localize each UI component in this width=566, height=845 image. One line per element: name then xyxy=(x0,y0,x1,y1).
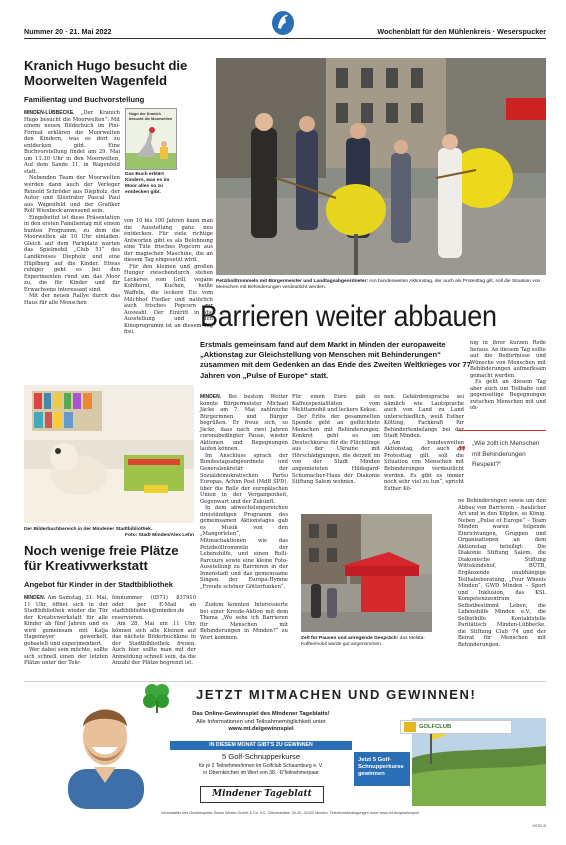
paragraph-text: nig in ihrer kurzen Rede heraus. An diesem Tag sollte auf die Bedürfnisse und Wünsche von Menschen mit Behinderungen aufmerksam gemacht werden. xyxy=(470,340,546,379)
barrieren-column-1 xyxy=(200,394,288,590)
kranich-illustration-icon xyxy=(126,123,177,170)
aktionstag-photo xyxy=(216,58,546,275)
quote-box xyxy=(458,430,546,494)
aktionstag-photo-caption: Petzibolltrommeln mit Bürgermeister und Landtagsabgeordneter: Am bundesweiten Aktionstag, der auch als Protesttag gilt, soll die Situation von Menschen mit Behinderungen verdeutlicht werden. xyxy=(216,279,541,290)
header-rule xyxy=(24,38,546,39)
paragraph-text: Für den kleinen und großen Hunger zwischendurch stehen Leckeres vom Grill, vegane Kohlhorst, Kuchen, heiße Waffeln, die leckere Eis vom Milchhof Fiedler und natürlich auch frisches Popcorn zur Auswahl. Der Eintritt in die Ausstellung und den Kinoprogramm ist an diesem Tag frei. xyxy=(124,263,213,336)
paragraph xyxy=(24,110,120,175)
paragraph-text: „Am bundesweiten Aktionstag, der auch als Protesttag gilt, soll die Situation von Menschen mit Behinderungen verdeutlicht werden. Es gibt es immer noch sehr viel zu tun“, spricht Esther Kö- xyxy=(384,439,464,492)
paragraph-text: Wer dabei sein möchte, sollte sich schnell einen der letzten Plätze unter der Tele- xyxy=(24,647,108,667)
ad-title: JETZT MITMACHEN UND GEWINNEN! xyxy=(196,687,477,702)
paragraph-text: Es geht an diesem Tag aber auch um Teilhabe und gegenseitige Begegnungen zwischen Menschen mit und oh- xyxy=(470,379,546,412)
paragraph xyxy=(384,440,464,492)
golf-badge: Jetzt 5 Golf- Schnupperkurse gewinnen xyxy=(354,752,410,786)
dateline: MINDEN. xyxy=(200,394,222,400)
paragraph xyxy=(24,595,108,647)
paragraph xyxy=(458,498,546,649)
book-caption: Das Buch erklärt Kindern, was es im Moor alles so zu entdecken gibt. xyxy=(125,172,170,195)
kranich-column-1 xyxy=(24,110,120,306)
bibliothek-caption: Der Bilderbuchbereich in der Mindener Stadtbibliothek. xyxy=(24,527,153,532)
barrieren-column-4 xyxy=(470,340,546,412)
barrieren-headline: Barrieren weiter abbauen xyxy=(200,300,497,333)
dateline: MINDEN. xyxy=(24,595,46,601)
kranich-subhead: Familientag und Buchvorstellung xyxy=(24,95,145,104)
barrieren-column-2 xyxy=(292,394,380,486)
ad-month-banner: IN DIESEM MONAT GIBT'S ZU GEWINNEN xyxy=(170,741,352,750)
paragraph xyxy=(200,394,288,453)
kaffeemobil-caption: Zelt für Pausen und anregende Gespräch: das Melitta-Kaffeemobil wurde gut angenommen. xyxy=(301,636,425,647)
golfclub-flag-icon xyxy=(404,722,416,732)
barrieren-column-4-bottom xyxy=(458,498,546,649)
ad-footer: Veranstalter des Gewinnspiels: Bruns Werbe-GmbH & Co. KG, Obermarktstr. 26-30, 32423 Minden. Teilnahmebedingungen unter www.mt.de/gewinnspiel xyxy=(160,811,420,815)
bibliothek-photo xyxy=(24,385,194,523)
bibliothek-photo-credit: Foto: Stadt Minden/Alex Lehn xyxy=(124,533,194,538)
quote-mark-icon: „ xyxy=(458,435,466,452)
paragraph xyxy=(24,647,108,667)
clover-icon xyxy=(140,681,174,713)
paragraph-text: Für einen Euro gab es Kaffeespezialitäten vom Melittamobil und leckere Kekse. xyxy=(292,394,380,414)
paragraph xyxy=(24,215,120,294)
paragraph-text: Am Samstag, 31. Mai, 11 Uhr, öffnet sich in der Stadtbibliothek wieder die Tür der Kreativwerkstatt für alle Kinder ab fünf Jahren und es wird gemeinsam mit Katja Hagemeyer gewerkelt, gebastelt und experimentiert. xyxy=(24,595,108,647)
paragraph-text: In dem abwechslungsreichen dreistündigen Programm des gemeinsamen Aktionstages gab es Musik von den „Mangoristen“, Mitmachaktionen wie das Petzibolltrommeln der Lebenshilfe, und einen Rolli-Parcours sowie eine kleine Foto-Ausstellung zu Barrieren in der Innenstadt und das gemeinsame Singen der Europa-Hymne „Freude schöner Götterfunken“. xyxy=(200,505,288,590)
book-cover-image: Hugo der Kranich besucht die Moorwelten xyxy=(125,108,177,170)
paragraph-text: ne Behinderungen sowie um den Abbau von Barrieren – baulicher Art und in den Köpfen, so König. Neben „Pulse of Europe“ – Team Minden waren folgende Einrichtungen, Gruppen und Organisationen an dem Aktionstag beteiligt: Die Diakonie Stiftung Salem, die Diakonische Stiftung Wittekindshof, BÜTB, Ergänzende unabhängige Teilhabeberatung, „Four Wheels Minden“, GWD Minden – Sport und Inklusion, das KSL Kompetenzzentrum Selbstbestimmt Leben, die Lebenshilfe Minden e.V., die Selbsthilfe Kontaktstelle Paritätisch Minden-Lübbecke, die Stiftung Club 74 und der Beirat für Menschen mit Behinderungen. xyxy=(458,498,546,649)
paragraph-text: Im Anschluss sprach der Bundestagsabgeordnete und Generalsekretär der Sozialdemokratischen Partei Europas, Achim Post (MdB SPD), über die Rolle der europäischen Union in der Vergangenheit, Gegenwart und der Zukunft. xyxy=(200,452,288,505)
weserspucker-logo-icon xyxy=(271,8,295,36)
paragraph-text: Zudem konnten Interessierte bei einer Kreide-Aktion mit dem Thema „Wo sehe ich Barrieren für Menschen mit Behinderungen in Minden?“ zu Wort kommen. xyxy=(200,602,288,641)
paragraph xyxy=(112,621,196,667)
paragraph xyxy=(24,175,120,214)
paragraph-text: Mit der neuen Rallye durch das Haus für alle Menschen xyxy=(24,293,120,306)
golfclub-logo: GOLFCLUB xyxy=(400,720,512,734)
barrieren-lead: Erstmals gemeinsam fand auf dem Markt in Minden der europaweite „Aktionstag zur Gleichstellung von Menschen mit Behinderungen“ zusammen mit dem Gedenken an das Ende des Zweiten Weltkrieges vor 77 Jahren von „Pulse of Europe“ statt. xyxy=(200,340,471,380)
kranich-headline: Kranich Hugo besucht die Moorwelten Wagenfeld xyxy=(24,58,188,88)
barrieren-column-3 xyxy=(384,394,464,492)
paragraph xyxy=(200,505,288,590)
paragraph xyxy=(470,379,546,412)
ad-prize-details: für je 2 Teilnehmer/innen im Golfclub Schaumburg e. V. in Obernkirchen im Wert von 38,- €/Teilnehmerpaar xyxy=(198,763,324,776)
paragraph-text: fonnummer (0571) 837910 oder per E-Mail an stadtbibliothek@minden.de reservieren. xyxy=(112,595,196,621)
kaffeemobil-photo xyxy=(301,514,432,632)
paragraph-text: Der Erlös der gesammelten Spende geht an geflüchtete Menschen mit Behinderungen. Konkret geht es um Deutschkurse für die Flüchtlinge aus der Ukraine mit Hörschädigungen, die derzeit im von der Stadt Minden angemieteten Hildegard-Schumacher-Haus der Diakonie Stiftung Salem wohnen. xyxy=(292,413,380,486)
tent-scene-icon xyxy=(301,514,432,632)
paragraph-text: von 10 bis 100 Jahren kann man die Ausstellung ganz neu entdecken. Für viele richtige Antworten gibt es als Belohnung eine Tüte frisches Popcorn aus der magischen Maschine, die an diesem Tag eingesetzt wird. xyxy=(124,218,213,264)
ad-body: Das Online-Gewinnspiel des Mindener Tageblatts! Alle Informationen und Teilnahmemöglichkeit unter www.mt.de/gewinnspiel xyxy=(150,711,372,734)
bibliothek-subhead: Angebot für Kinder in der Stadtbibliothek xyxy=(24,580,173,589)
paragraph-text: „Der Kranich Hugo besucht die Moorwelten“: Mit einem neuen Bilderbuch im Pixi-Format erklären die Moorwelten den Kindern, was es dort zu entdecken gibt. Eine Buchvorstellung findet am 29. Mai um 11.30 Uhr in den Moorwelten, Auf dem Sande 11, in Wagenfeld statt. xyxy=(24,110,120,175)
paragraph xyxy=(292,394,380,414)
paragraph xyxy=(24,293,120,306)
paragraph xyxy=(292,414,380,486)
bibliothek-column-2 xyxy=(112,595,196,667)
ad-prize: 5 Golf-Schnupperkurse xyxy=(221,752,301,761)
dateline: MINDEN-LÜBBECKE. xyxy=(24,110,75,116)
ad-url-link[interactable]: www.mt.de/gewinnspiel xyxy=(228,726,294,733)
children-library-scene-icon xyxy=(24,385,194,523)
paragraph xyxy=(384,394,464,440)
paragraph-text: Nebenden Team der Moorwelten werden dann auch der Verleger Reinold Schröder aus Diepholz, der Autor und Illustrator Pascal Paul aus Wagenfeld und der Grafiker Rolf Wienbeck anwesend sein. xyxy=(24,175,120,215)
ad-code: MT82-B xyxy=(532,824,546,828)
newspaper-name: Wochenblatt für den Mühlenkreis · Weserspucker xyxy=(377,27,546,36)
paragraph xyxy=(200,602,288,641)
paragraph-text: Bei bestem Wetter konnte Bürgermeister Michael Jäcke am 7. Mai zahlreiche Bürgerinnen und Bürger begrüßen. Er freue sich, so Jäcke, dass nach zwei Jahren coronabedingter Pause, wieder Aktionen und Begegnungen laufen können. xyxy=(200,394,288,453)
paragraph-text: Eingebettet ist diese Präsentation in den ersten Familientag mit einem bunten Programm, zu dem die Moorwelten ab 10 Uhr einladen. Gleich auf dem Parkplatz warten das Spielmobil „Club 51“ des Landkreises Diepholz und eine Hüpfburg auf die Kinder. Etwas ruhiger geht es bei den Experimenten rund um das Moor zu, die für Kinder und für Erwachsene interessant sind. xyxy=(24,214,120,293)
paragraph-text: nen. Gebärdensprache sei nämlich wie Lautsprache auch von Land zu Land unterschiedlich, weiß Esther Kötting, Fachkraft für Behindertenbelange bei der Stadt Minden. xyxy=(384,394,464,440)
bibliothek-headline: Noch wenige freie Plätze für Kreativwerkstatt xyxy=(24,543,179,573)
issue-date: Nummer 20 · 21. Mai 2022 xyxy=(24,27,112,36)
paragraph xyxy=(124,218,213,264)
smiling-man-image xyxy=(60,683,150,809)
barrieren-column-1-bottom xyxy=(200,602,288,641)
paragraph-text: Am 28. Mai um 11 Uhr, können sich alle Kleinen auf das nächste Bilderbuchkino in der Stadtbibliothek freuen. Auch hier sollte man mit der Anmeldung schnell sein, da die Anzahl der Plätze begrenzt ist. xyxy=(112,621,196,667)
paragraph xyxy=(200,453,288,505)
mindener-tageblatt-logo: Mindener Tageblatt xyxy=(200,786,324,803)
bibliothek-column-1 xyxy=(24,595,108,667)
pull-quote: „Wie zollt ich Menschen mit Behinderungen Respekt?“ xyxy=(472,440,540,468)
drummers-scene-icon xyxy=(216,58,546,275)
paragraph xyxy=(470,340,546,379)
paragraph xyxy=(112,595,196,621)
